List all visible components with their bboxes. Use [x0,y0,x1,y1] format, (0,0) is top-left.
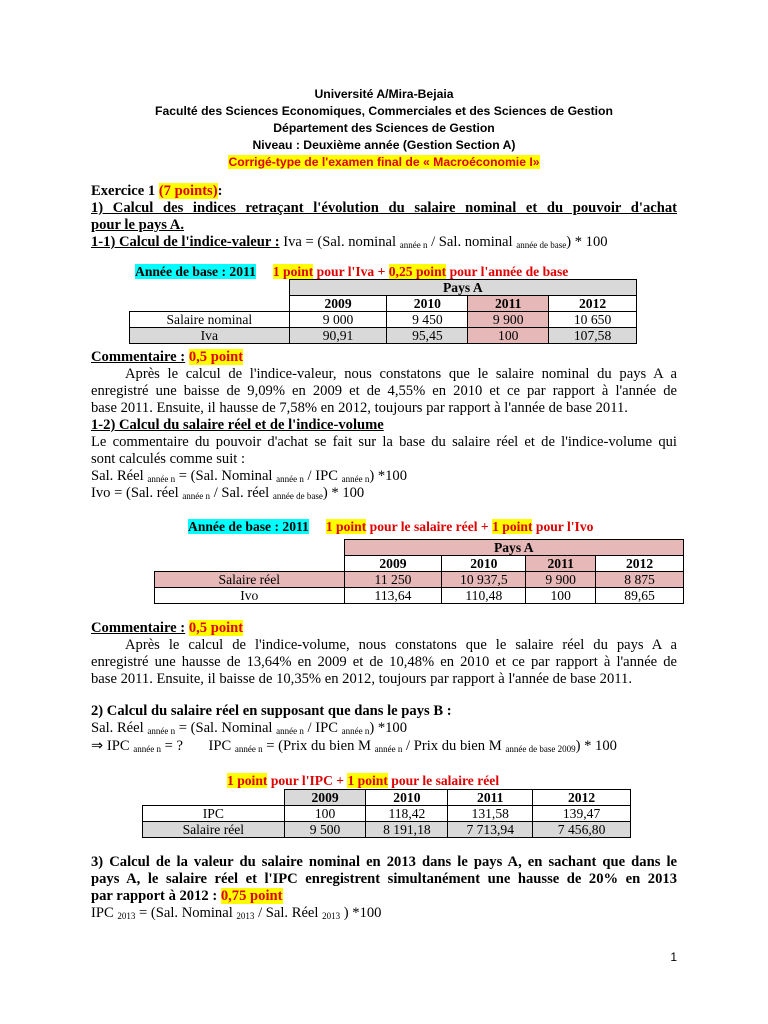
faculty-name: Faculté des Sciences Economiques, Commerciales et des Sciences de Gestion [155,104,613,118]
question-1-line-2: pour le pays A. [91,217,184,233]
table-row: Salaire réel 11 250 10 937,5 9 900 8 875 [155,572,684,588]
question-3-formula: IPC $_{2013}$ = (Sal. Nominal $_{2013}$ / Sal. Réel $_{2013}$ ) *100 [91,905,382,921]
department-name: Département des Sciences de Gestion [273,121,495,135]
comment-1-line-1: Après le calcul de l'indice-valeur, nous constatons que le salaire nominal du pays A a [125,366,677,382]
exercise-heading: Exercice 1 (7 points): [91,183,223,199]
comment-2-line-3: base 2011. Ensuite, il baisse de 10,35% en 2012, toujours par rapport à l'année de base 2011. [91,671,632,687]
question-3-line-2: pays A, le salaire réel et l'IPC enregistrent simultanément une hausse de 20% en 2013 [91,871,677,887]
comment-1-line-3: base 2011. Ensuite, il hausse de 7,58% en 2012, toujours par rapport à l'année de base 2011. [91,400,628,416]
question-1-2-line-1: Le commentaire du pouvoir d'achat se fait sur la base du salaire réel et de l'indice-volume qui [91,434,677,450]
document-title: Corrigé-type de l'examen final de « Macroéconomie I» [228,155,540,169]
country-header: Pays A [344,540,683,556]
table2-label-row: Année de base : 2011 1 point pour le salaire réel + 1 point pour l'Ivo [188,519,594,534]
formula-ivo: Ivo = (Sal. réel $_{année n}$ / Sal. réel $_{année de base}$) * 100 [91,485,365,501]
table3-label-row: 1 point pour l'IPC + 1 point pour le salaire réel [227,773,500,788]
table-iva: Pays A 2009 2010 2011 2012 Salaire nominal 9 000 9 450 9 900 10 650 Iva 90,91 95,45 100 107,58 [129,279,637,344]
comment-1-heading: Commentaire : 0,5 point [91,349,244,365]
table-row: Ivo 113,64 110,48 100 89,65 [155,588,684,604]
comment-1-line-2: enregistré une baisse de 9,09% en 2009 et de 4,55% en 2010 et ce par rapport à l'année de [91,383,677,399]
table-row: Salaire nominal 9 000 9 450 9 900 10 650 [130,312,637,328]
level-line: Niveau : Deuxième année (Gestion Section A) [252,138,516,152]
question-2-formula-2: ⇒ IPC $_{année n}$ = ? IPC $_{année n}$ = (Prix du bien M $_{année n}$ / Prix du bien M $_{année de base 2009}$) * 100 [91,738,617,754]
table-ivo: Pays A 2009 2010 2011 2012 Salaire réel 11 250 10 937,5 9 900 8 875 Ivo 113,64 110,48 100 89,65 [154,539,684,604]
question-2-title: 2) Calcul du salaire réel en supposant que dans le pays B : [91,703,452,719]
country-header: Pays A [289,280,636,296]
table-row: IPC 100 118,42 131,58 139,47 [143,806,631,822]
table-row: Iva 90,91 95,45 100 107,58 [130,328,637,344]
question-2-formula-1: Sal. Réel $_{année n}$ = (Sal. Nominal $_{année n}$ / IPC $_{année n}$) *100 [91,720,408,736]
question-3-line-1: 3) Calcul de la valeur du salaire nominal en 2013 dans le pays A, en sachant que dans le [91,854,677,870]
table-row: Salaire réel 9 500 8 191,18 7 713,94 7 456,80 [143,822,631,838]
formula-real-wage: Sal. Réel $_{année n}$ = (Sal. Nominal $_{année n}$ / IPC $_{année n}$) *100 [91,468,408,484]
question-1-2-title: 1-2) Calcul du salaire réel et de l'indice-volume [91,417,384,433]
table1-label-row: Année de base : 2011 1 point pour l'Iva + 0,25 point pour l'année de base [135,264,569,279]
table-ipc: 2009 2010 2011 2012 IPC 100 118,42 131,58 139,47 Salaire réel 9 500 8 191,18 7 713,94 7 456,80 [142,789,631,838]
question-3-line-3: par rapport à 2012 : 0,75 point [91,888,283,904]
question-1-1-formula: 1-1) Calcul de l'indice-valeur : Iva = (Sal. nominal $_{année n}$ / Sal. nominal $_{année de base}$) * 100 [91,234,608,250]
university-name: Université A/Mira-Bejaia [314,87,454,101]
comment-2-heading: Commentaire : 0,5 point [91,620,244,636]
question-1-line-1: 1) Calcul des indices retraçant l'évolution du salaire nominal et du pouvoir d'achat [91,200,677,216]
page-number: 1 [670,950,677,964]
comment-2-line-1: Après le calcul de l'indice-volume, nous constatons que le salaire réel du pays A a [125,637,677,653]
comment-2-line-2: enregistré une hausse de 13,64% en 2009 et de 10,48% en 2010 et ce par rapport à l'année de [91,654,677,670]
question-1-2-line-2: sont calculés comme suit : [91,451,246,467]
